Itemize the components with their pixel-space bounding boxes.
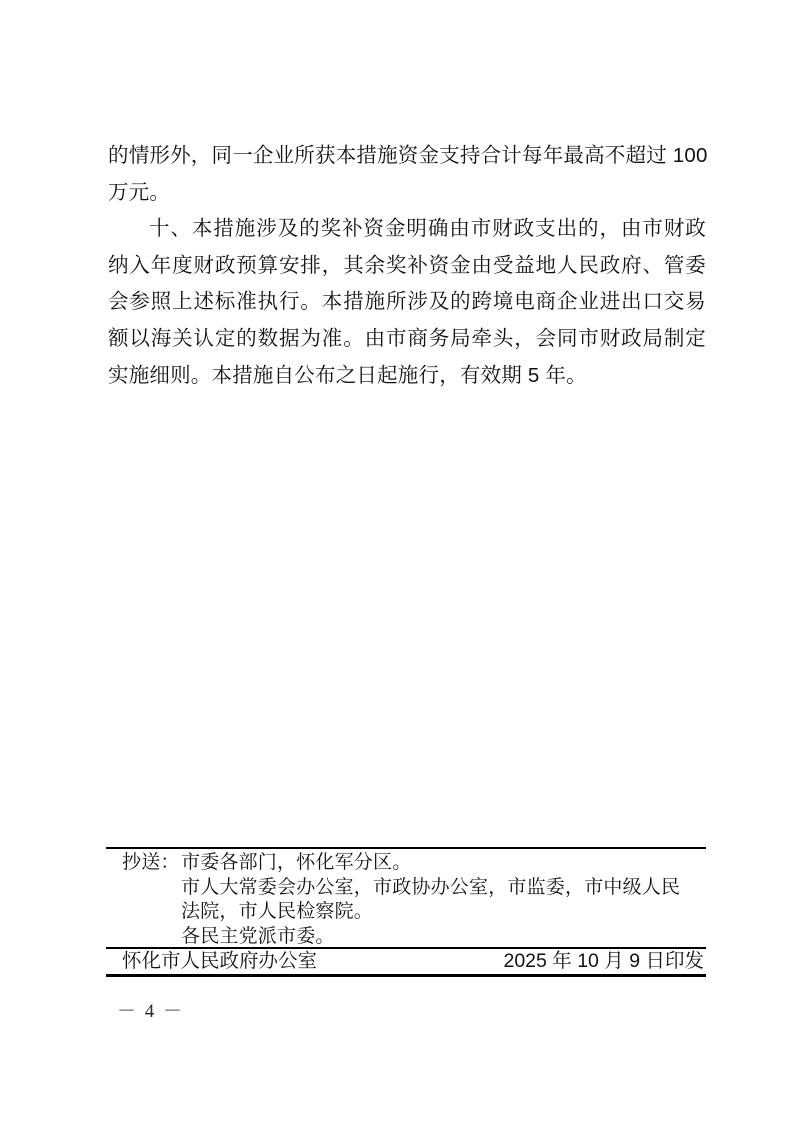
body-line: 会参照上述标准执行。本措施所涉及的跨境电商企业进出口交易 — [108, 290, 706, 314]
body-line: 十、本措施涉及的奖补资金明确由市财政支出的，由市财政 — [149, 217, 706, 241]
issuer-row — [122, 949, 704, 974]
body-line: 实施细则。本措施自公布之日起施行，有效期 5 年。 — [108, 363, 587, 387]
copy-to-lines — [181, 851, 706, 949]
separator-line-bottom — [106, 974, 706, 977]
copy-to-line: 法院，市人民检察院。 — [181, 901, 374, 922]
issuer-name: 怀化市人民政府办公室 — [122, 950, 318, 972]
copy-to-line: 市人大常委会办公室，市政协办公室，市监委，市中级人民 — [181, 876, 681, 898]
print-date: 2025 年 10 月 9 日印发 — [503, 950, 704, 972]
copy-to-section — [122, 851, 706, 949]
separator-line-top — [106, 847, 706, 849]
body-line: 纳入年度财政预算安排，其余奖补资金由受益地人民政府、管委 — [108, 253, 706, 277]
body-line: 的情形外，同一企业所获本措施资金支持合计每年最高不超过 100 — [108, 144, 708, 167]
body-line: 额以海关认定的数据为准。由市商务局牵头，会同市财政局制定 — [108, 326, 706, 350]
body-line: 万元。 — [108, 180, 171, 204]
copy-to-line: 各民主党派市委。 — [181, 925, 335, 947]
copy-to-label: 抄送： — [122, 852, 180, 873]
page-number: － 4 － — [117, 1001, 185, 1022]
copy-to-line: 市委各部门，怀化军分区。 — [181, 852, 412, 873]
body-text-block — [108, 138, 706, 394]
